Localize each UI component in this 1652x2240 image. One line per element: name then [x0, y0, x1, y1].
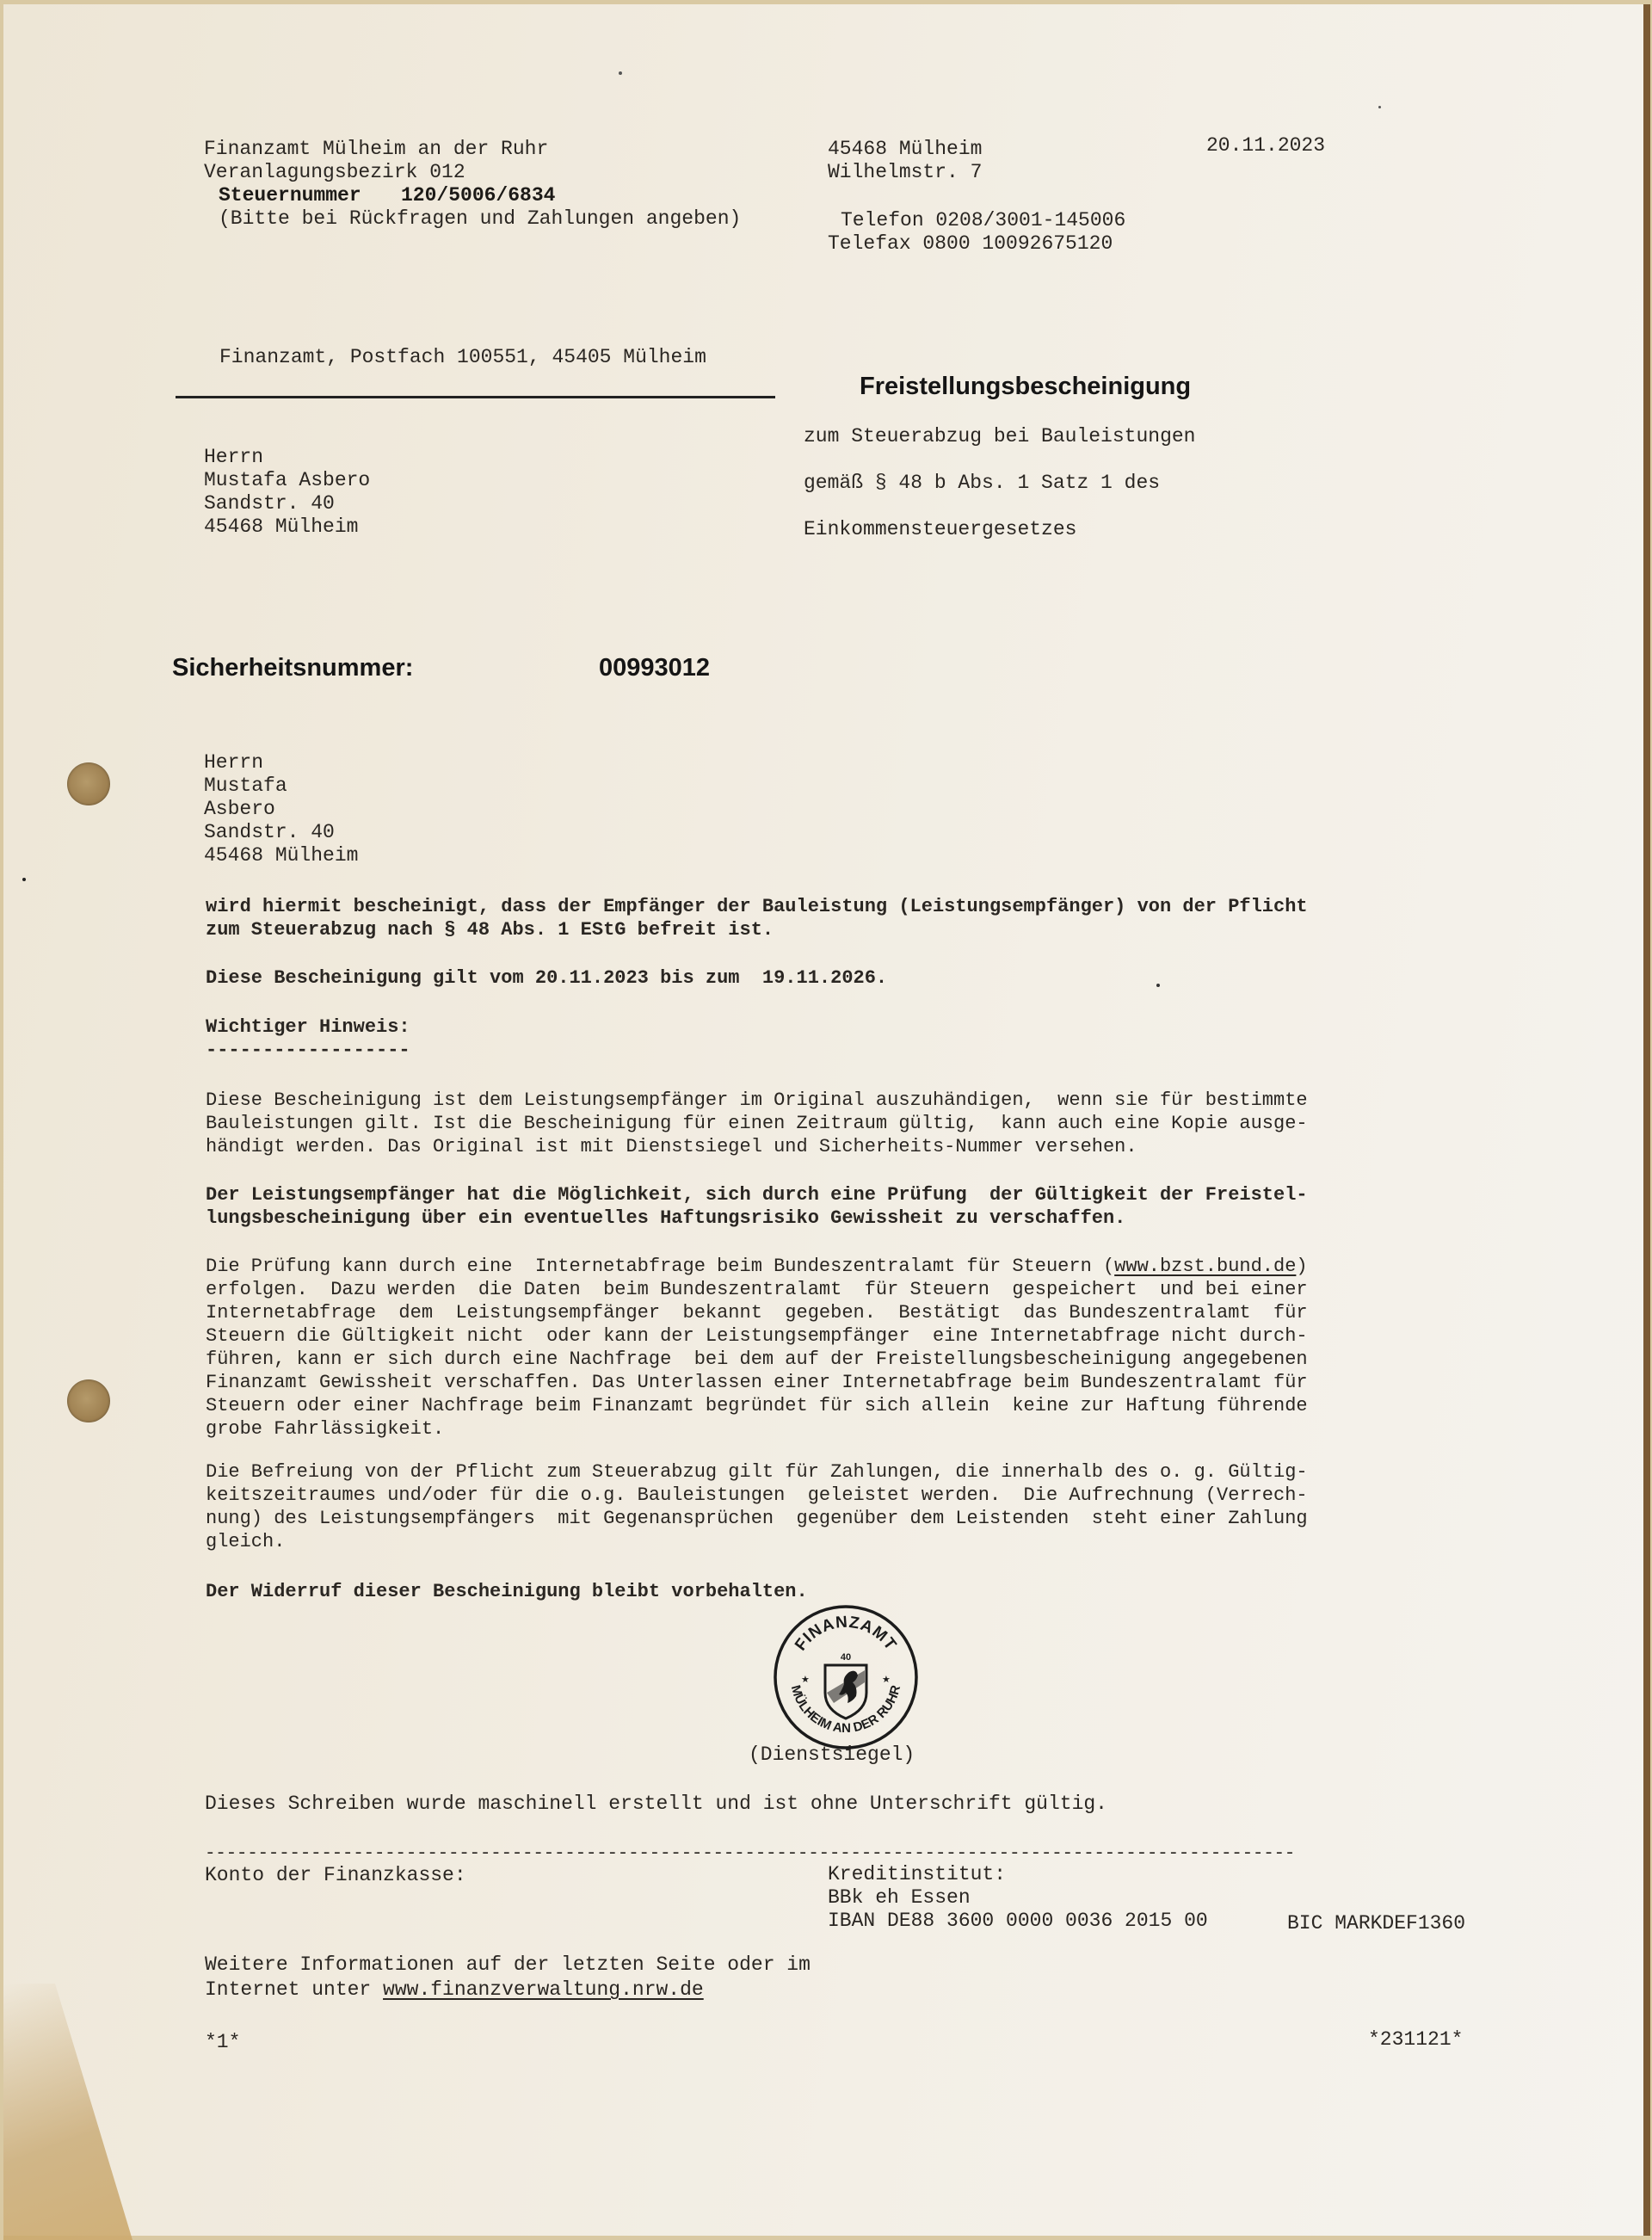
revocation-line: Der Widerruf dieser Bescheinigung bleibt vorbehalten.: [206, 1581, 808, 1602]
paragraph-line: [206, 1255, 1483, 1278]
bank-name: BBk eh Essen: [828, 1886, 971, 1909]
title-line-2: gemäß § 48 b Abs. 1 Satz 1 des: [804, 472, 1161, 494]
seal-number: 40: [840, 1652, 852, 1663]
paragraph-line: Steuern die Gültigkeit nicht oder kann der Leistungsempfänger eine Internetabfrage nicht durch-: [206, 1325, 1308, 1347]
document-page: [3, 4, 1650, 2236]
validity-text: [206, 966, 1483, 990]
paragraph-line: führen, kann er sich durch eine Nachfrage bei dem auf der Freistellungsbescheinigung angegebenen: [206, 1348, 1308, 1370]
address-window-rule: [176, 396, 775, 398]
office-phone: Telefon 0208/3001-145006: [841, 209, 1126, 231]
notice-heading-text: Wichtiger Hinweis:: [206, 1016, 410, 1038]
paragraph-line: Die Befreiung von der Pflicht zum Steuerabzug gilt für Zahlungen, die innerhalb des o. g. Gültig-: [206, 1461, 1308, 1483]
paper-speck: [619, 71, 622, 75]
paragraph-line: lungsbescheinigung über ein eventuelles Haftungsrisiko Gewissheit zu verschaffen.: [206, 1207, 1126, 1229]
letter-date: 20.11.2023: [1206, 134, 1326, 157]
paragraph-line: erfolgen. Dazu werden die Daten beim Bundeszentralamt für Steuern gespeichert und bei einer: [206, 1279, 1308, 1300]
paragraph-line: Internetabfrage dem Leistungsempfänger bekannt gegeben. Bestätigt das Bundeszentralamt für: [206, 1302, 1308, 1324]
paragraph-line: gleich.: [206, 1531, 286, 1552]
security-number-label: Sicherheitsnummer:: [172, 654, 414, 682]
office-city: 45468 Mülheim: [828, 138, 983, 160]
recipient-street: Sandstr. 40: [204, 492, 335, 515]
title-line-1: zum Steuerabzug bei Bauleistungen: [804, 425, 1196, 447]
certification-line: zum Steuerabzug nach § 48 Abs. 1 EStG befreit ist.: [206, 919, 774, 941]
beneficiary-last-name: Asbero: [204, 798, 275, 820]
certification-text: [206, 895, 1483, 941]
paragraph-line: grobe Fahrlässigkeit.: [206, 1418, 445, 1440]
tax-number: 120/5006/6834: [401, 184, 556, 207]
paragraph-line: Diese Bescheinigung ist dem Leistungsempfänger im Original auszuhändigen, wenn sie für bestimmte: [206, 1089, 1308, 1111]
sender-office: Finanzamt Mülheim an der Ruhr: [204, 138, 549, 160]
beneficiary-salutation: Herrn: [204, 751, 264, 774]
paragraph-line: Finanzamt Gewissheit verschaffen. Das Unterlassen einer Internetabfrage beim Bundeszentralamt für: [206, 1372, 1308, 1393]
notice-paragraph-2: [206, 1183, 1483, 1230]
bank-label: Kreditinstitut:: [828, 1863, 1007, 1885]
more-info-prefix: Internet unter: [205, 1978, 384, 2001]
more-info-line-2: [205, 1978, 704, 2002]
punch-hole-top: [67, 762, 110, 805]
paper-speck: [22, 878, 26, 881]
paragraph-line: nung) des Leistungsempfängers mit Gegenansprüchen gegenüber dem Leistenden steht einer Zahlung: [206, 1508, 1308, 1529]
official-seal: [772, 1603, 920, 1751]
seal-star-left-icon: ★: [801, 1675, 810, 1685]
paragraph-line: keitszeitraumes und/oder für die o.g. Bauleistungen geleistet werden. Die Aufrechnung (Verrech-: [206, 1484, 1308, 1506]
paragraph-line: Bauleistungen gilt. Ist die Bescheinigung für einen Zeitraum gültig, kann auch eine Kopie ausge-: [206, 1113, 1308, 1134]
validity-line: Diese Bescheinigung gilt vom 20.11.2023 bis zum 19.11.2026.: [206, 967, 888, 989]
office-street: Wilhelmstr. 7: [828, 161, 983, 183]
more-info-line-1: Weitere Informationen auf der letzten Seite oder im: [205, 1953, 811, 1976]
office-fax: Telefax 0800 10092675120: [828, 232, 1113, 255]
sender-district: Veranlagungsbezirk 012: [204, 161, 465, 183]
notice-paragraph-3: [206, 1255, 1483, 1441]
paragraph-text: ): [1296, 1256, 1308, 1277]
revocation-text: [206, 1580, 1483, 1603]
bic: BIC MARKDEF1360: [1287, 1912, 1466, 1935]
title-line-3: Einkommensteuergesetzes: [804, 518, 1077, 540]
paragraph-text: Die Prüfung kann durch eine Internetabfrage beim Bundeszentralamt für Steuern (: [206, 1256, 1115, 1277]
certification-line: wird hiermit bescheinigt, dass der Empfänger der Bauleistung (Leistungsempfänger) von der Pflicht: [206, 896, 1308, 917]
iban: IBAN DE88 3600 0000 0036 2015 00: [828, 1910, 1208, 1932]
paragraph-line: Der Leistungsempfänger hat die Möglichkeit, sich durch eine Prüfung der Gültigkeit der Freistel-: [206, 1184, 1308, 1206]
punch-hole-bottom: [67, 1379, 110, 1422]
return-address: Finanzamt, Postfach 100551, 45405 Mülheim: [219, 346, 706, 368]
tax-number-note: (Bitte bei Rückfragen und Zahlungen angeben): [219, 207, 742, 230]
paper-fold-shadow: [3, 1984, 133, 2240]
notice-heading-underline: ------------------: [206, 1040, 410, 1061]
notice-paragraph-1: [206, 1089, 1483, 1158]
notice-paragraph-4: [206, 1460, 1483, 1553]
recipient-city: 45468 Mülheim: [204, 515, 359, 538]
bzst-link[interactable]: www.bzst.bund.de: [1114, 1256, 1297, 1277]
recipient-name: Mustafa Asbero: [204, 469, 371, 491]
footer-separator: -------------------------------------------------------------------------------------------------------: [205, 1844, 1296, 1864]
beneficiary-street: Sandstr. 40: [204, 821, 335, 843]
paragraph-line: Steuern oder einer Nachfrage beim Finanzamt begründet für sich allein keine zur Haftung führende: [206, 1395, 1308, 1416]
beneficiary-first-name: Mustafa: [204, 774, 287, 797]
document-title: Freistellungsbescheinigung: [860, 373, 1192, 400]
seal-top-text: FINANZAMT: [792, 1613, 900, 1655]
notice-heading: [206, 1015, 1483, 1062]
seal-bottom-text: MÜLHEIM AN DER RUHR: [787, 1683, 904, 1737]
seal-star-right-icon: ★: [882, 1675, 891, 1685]
recipient-salutation: Herrn: [204, 446, 264, 468]
paragraph-line: händigt werden. Das Original ist mit Dienstsiegel und Sicherheits-Nummer versehen.: [206, 1136, 1137, 1157]
tax-number-label: Steuernummer: [219, 184, 361, 207]
finanzverwaltung-link[interactable]: www.finanzverwaltung.nrw.de: [383, 1978, 704, 2001]
security-number: 00993012: [599, 654, 711, 682]
document-code: *231121*: [1368, 2028, 1464, 2051]
paper-speck: [1378, 106, 1381, 108]
page-mark: *1*: [205, 2031, 241, 2053]
seal-caption: (Dienstsiegel): [749, 1743, 915, 1766]
machine-generated-note: Dieses Schreiben wurde maschinell erstellt und ist ohne Unterschrift gültig.: [205, 1793, 1107, 1815]
beneficiary-city: 45468 Mülheim: [204, 844, 359, 867]
account-label: Konto der Finanzkasse:: [205, 1864, 466, 1886]
